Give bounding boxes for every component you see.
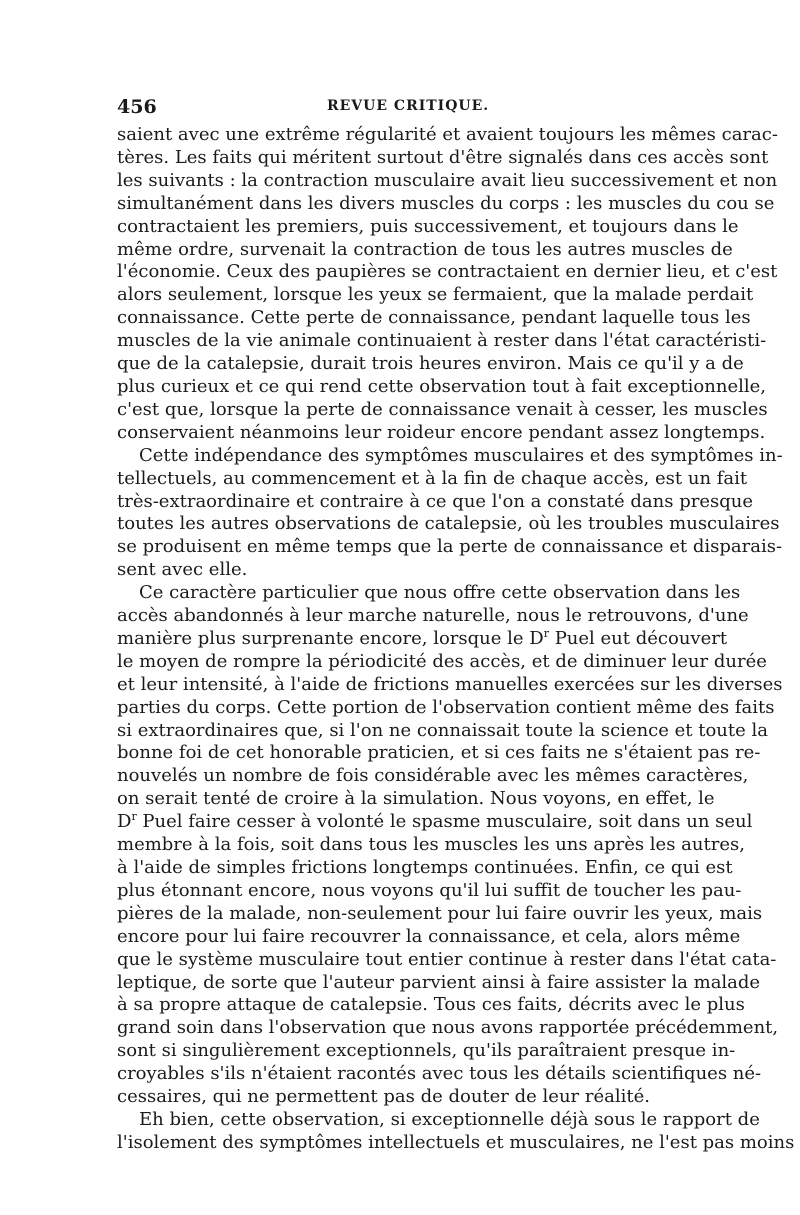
text-line: plus curieux et ce qui rend cette observation tout à fait exceptionnelle, — [117, 375, 766, 397]
text-line: que le système musculaire tout entier continue à rester dans l'état cata- — [117, 948, 777, 970]
superscript: r — [543, 626, 549, 640]
text-line: nouvelés un nombre de fois considérable avec les mêmes caractères, — [117, 765, 749, 787]
text-line: on serait tenté de croire à la simulation. Nous voyons, en effet, le — [117, 788, 715, 810]
text-line: muscles de la vie animale continuaient à rester dans l'état caractéristi- — [117, 330, 767, 352]
text-line: à sa propre attaque de catalepsie. Tous ces faits, décrits avec le plus — [117, 994, 745, 1016]
text-line: encore pour lui faire recouvrer la connaissance, et cela, alors même — [117, 925, 741, 947]
text-line — [117, 626, 728, 651]
text-segment: manière plus surprenante encore, lorsque le D — [117, 627, 544, 649]
text-line: alors seulement, lorsque les yeux se fermaient, que la malade perdait — [117, 284, 754, 306]
text-line: sent avec elle. — [117, 559, 248, 581]
text-line: l'économie. Ceux des paupières se contractaient en dernier lieu, et c'est — [117, 261, 778, 283]
text-segment: Puel eut découvert — [548, 627, 728, 649]
text-line: sont si singulièrement exceptionnels, qu'ils paraîtraient presque in- — [117, 1040, 736, 1062]
text-line: croyables s'ils n'étaient racontés avec tous les détails scientifiques né- — [117, 1063, 762, 1085]
text-line: les suivants : la contraction musculaire avait lieu successivement et non — [117, 169, 778, 191]
text-line: même ordre, survenait la contraction de tous les autres muscles de — [117, 238, 733, 260]
paragraph-start-line: Eh bien, cette observation, si exceptionnelle déjà sous le rapport de — [139, 1108, 760, 1130]
text-line: leptique, de sorte que l'auteur parvient ainsi à faire assister la malade — [117, 971, 761, 993]
text-line: l'isolement des symptômes intellectuels et musculaires, ne l'est pas moins — [117, 1131, 795, 1153]
text-line: et leur intensité, à l'aide de frictions manuelles exercées sur les diverses — [117, 673, 783, 695]
text-line: contractaient les premiers, puis successivement, et toujours dans le — [117, 215, 739, 237]
text-segment: D — [117, 811, 132, 833]
text-line — [117, 810, 753, 834]
text-line: se produisent en même temps que la perte de connaissance et disparais- — [117, 536, 783, 558]
text-line: grand soin dans l'observation que nous avons rapportée précédemment, — [117, 1017, 779, 1039]
text-line: connaissance. Cette perte de connaissance, pendant laquelle tous les — [117, 307, 751, 329]
text-line: très-extraordinaire et contraire à ce que l'on a constaté dans presque — [117, 490, 754, 512]
text-line: membre à la fois, soit dans tous les muscles les uns après les autres, — [117, 834, 745, 856]
text-line: toutes les autres observations de catalepsie, où les troubles musculaires — [117, 513, 780, 535]
text-line: bonne foi de cet honorable praticien, et si ces faits ne s'étaient pas re- — [117, 742, 761, 764]
page-header — [117, 96, 683, 120]
text-line: tères. Les faits qui méritent surtout d'être signalés dans ces accès sont — [117, 146, 769, 168]
text-line: simultanément dans les divers muscles du corps : les muscles du cou se — [117, 192, 775, 214]
text-line: parties du corps. Cette portion de l'observation contient même des faits — [117, 696, 775, 718]
page-number: 456 — [117, 96, 157, 118]
text-line: à l'aide de simples frictions longtemps continuées. Enfin, ce qui est — [117, 857, 733, 878]
text-line: tellectuels, au commencement et à la fin de chaque accès, est un fait — [117, 467, 748, 489]
text-segment: Puel faire cesser à volonté le spasme musculaire, soit dans un seul — [136, 811, 753, 833]
text-line: saient avec une extrême régularité et avaient toujours les mêmes carac- — [117, 124, 778, 145]
body-text — [117, 124, 795, 1155]
paragraph-start-line: Cette indépendance des symptômes musculaires et des symptômes in- — [139, 444, 783, 466]
superscript: r — [131, 810, 137, 824]
text-line: le moyen de rompre la périodicité des accès, et de diminuer leur durée — [117, 650, 767, 672]
running-title: REVUE CRITIQUE. — [327, 98, 490, 114]
text-line: si extraordinaires que, si l'on ne connaissait toute la science et toute la — [117, 719, 768, 741]
text-line: accès abandonnés à leur marche naturelle, nous le retrouvons, d'une — [117, 605, 749, 627]
text-line: cessaires, qui ne permettent pas de douter de leur réalité. — [117, 1086, 650, 1108]
text-line: c'est que, lorsque la perte de connaissance venait à cesser, les muscles — [117, 398, 768, 420]
text-line: conservaient néanmoins leur roideur encore pendant assez longtemps. — [117, 421, 766, 443]
paragraph-start-line: Ce caractère particulier que nous offre cette observation dans les — [139, 582, 741, 604]
text-line: que de la catalepsie, durait trois heures environ. Mais ce qu'il y a de — [117, 353, 744, 375]
text-line: pières de la malade, non-seulement pour lui faire ouvrir les yeux, mais — [117, 902, 763, 924]
text-line: plus étonnant encore, nous voyons qu'il lui suffit de toucher les pau- — [117, 879, 742, 901]
